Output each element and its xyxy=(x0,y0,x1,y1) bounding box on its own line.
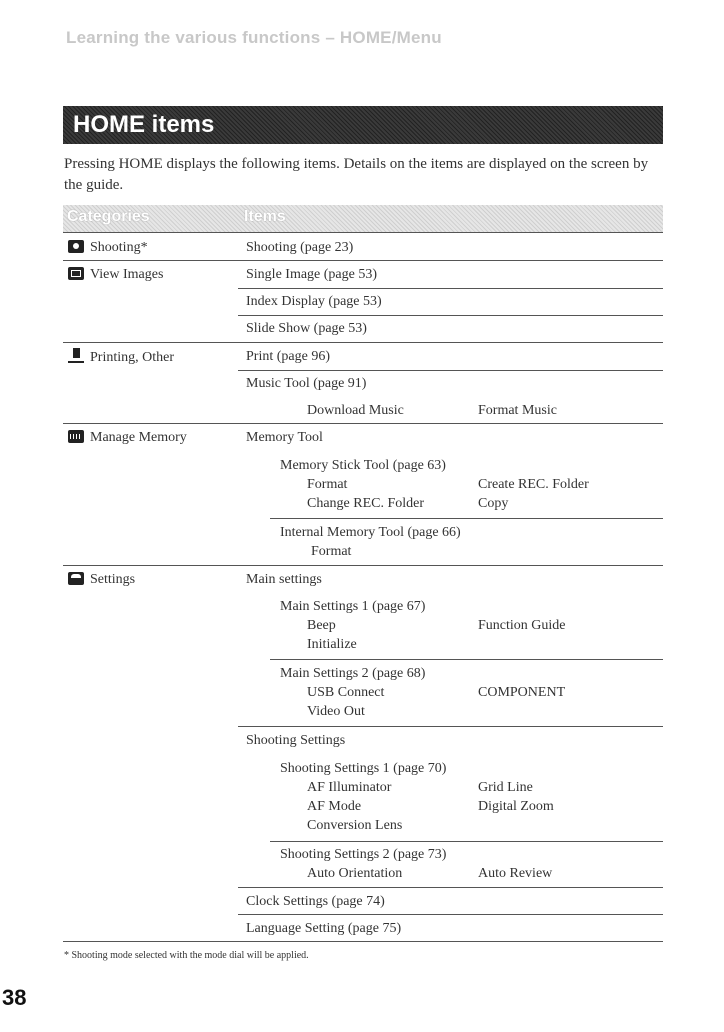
memory-icon xyxy=(68,430,84,443)
item-music-tool: Music Tool (page 91) xyxy=(246,376,367,391)
item-usb-connect: USB Connect xyxy=(307,685,385,700)
row-divider xyxy=(63,342,663,343)
item-conversion-lens: Conversion Lens xyxy=(307,818,403,833)
item-im-format: Format xyxy=(311,544,352,559)
item-divider xyxy=(238,887,663,888)
item-divider xyxy=(238,370,663,371)
item-divider xyxy=(238,288,663,289)
header-categories: Categories xyxy=(67,208,150,225)
category-settings: Settings xyxy=(68,571,135,589)
footnote: * Shooting mode selected with the mode dial will be applied. xyxy=(64,950,309,961)
item-af-mode: AF Mode xyxy=(307,799,362,814)
item-download-music: Download Music xyxy=(307,403,404,418)
item-shooting-settings-1: Shooting Settings 1 (page 70) xyxy=(280,761,447,776)
table-header xyxy=(63,205,663,233)
row-divider xyxy=(63,423,663,424)
item-format-music: Format Music xyxy=(478,403,557,418)
item-single-image: Single Image (page 53) xyxy=(246,267,378,282)
item-ms-create-rec-folder: Create REC. Folder xyxy=(478,477,589,492)
item-main-settings: Main settings xyxy=(246,572,322,587)
item-divider xyxy=(238,726,663,727)
item-component: COMPONENT xyxy=(478,685,566,700)
item-internal-memory-tool: Internal Memory Tool (page 66) xyxy=(280,525,461,540)
item-grid-line: Grid Line xyxy=(478,780,533,795)
item-shooting-settings-2: Shooting Settings 2 (page 73) xyxy=(280,847,447,862)
section-header: Learning the various functions – HOME/Menu xyxy=(66,28,442,47)
item-ms-change-rec-folder: Change REC. Folder xyxy=(307,496,425,511)
page-number: 38 xyxy=(2,985,27,1010)
camera-icon xyxy=(68,240,84,253)
item-divider xyxy=(238,315,663,316)
category-manage-memory: Manage Memory xyxy=(68,429,187,447)
row-divider xyxy=(63,565,663,566)
table-bottom-border xyxy=(63,941,663,942)
item-initialize: Initialize xyxy=(307,637,357,652)
item-video-out: Video Out xyxy=(307,704,365,719)
item-main-settings-2: Main Settings 2 (page 68) xyxy=(280,666,426,681)
item-shooting-settings: Shooting Settings xyxy=(246,733,346,748)
item-digital-zoom: Digital Zoom xyxy=(478,799,554,814)
item-language-setting: Language Setting (page 75) xyxy=(246,921,402,936)
intro-paragraph: Pressing HOME displays the following items. Details on the items are displayed on the screen by the guide. xyxy=(64,156,649,193)
item-auto-orientation: Auto Orientation xyxy=(307,866,403,881)
item-print: Print (page 96) xyxy=(246,349,330,364)
item-index-display: Index Display (page 53) xyxy=(246,294,382,309)
category-shooting: Shooting* xyxy=(68,239,148,257)
view-images-icon xyxy=(68,267,84,280)
item-divider xyxy=(270,518,663,519)
header-items: Items xyxy=(244,208,286,225)
item-memory-stick-tool: Memory Stick Tool (page 63) xyxy=(280,458,446,473)
item-divider xyxy=(270,841,663,842)
item-main-settings-1: Main Settings 1 (page 67) xyxy=(280,599,426,614)
item-ms-format: Format xyxy=(307,477,348,492)
item-function-guide: Function Guide xyxy=(478,618,566,633)
printer-icon xyxy=(68,348,84,363)
settings-toolbox-icon xyxy=(68,572,84,585)
category-view-images: View Images xyxy=(68,266,163,284)
row-divider xyxy=(63,260,663,261)
item-beep: Beep xyxy=(307,618,336,633)
item-shooting: Shooting (page 23) xyxy=(246,240,354,255)
item-memory-tool: Memory Tool xyxy=(246,430,323,445)
page-title-banner xyxy=(63,106,663,144)
item-ms-copy: Copy xyxy=(478,496,509,511)
item-clock-settings: Clock Settings (page 74) xyxy=(246,894,385,909)
item-divider xyxy=(270,659,663,660)
item-af-illuminator: AF Illuminator xyxy=(307,780,392,795)
category-printing-other: Printing, Other xyxy=(68,348,174,367)
item-slide-show: Slide Show (page 53) xyxy=(246,321,367,336)
item-auto-review: Auto Review xyxy=(478,866,553,881)
page-title: HOME items xyxy=(73,111,215,138)
item-divider xyxy=(238,914,663,915)
